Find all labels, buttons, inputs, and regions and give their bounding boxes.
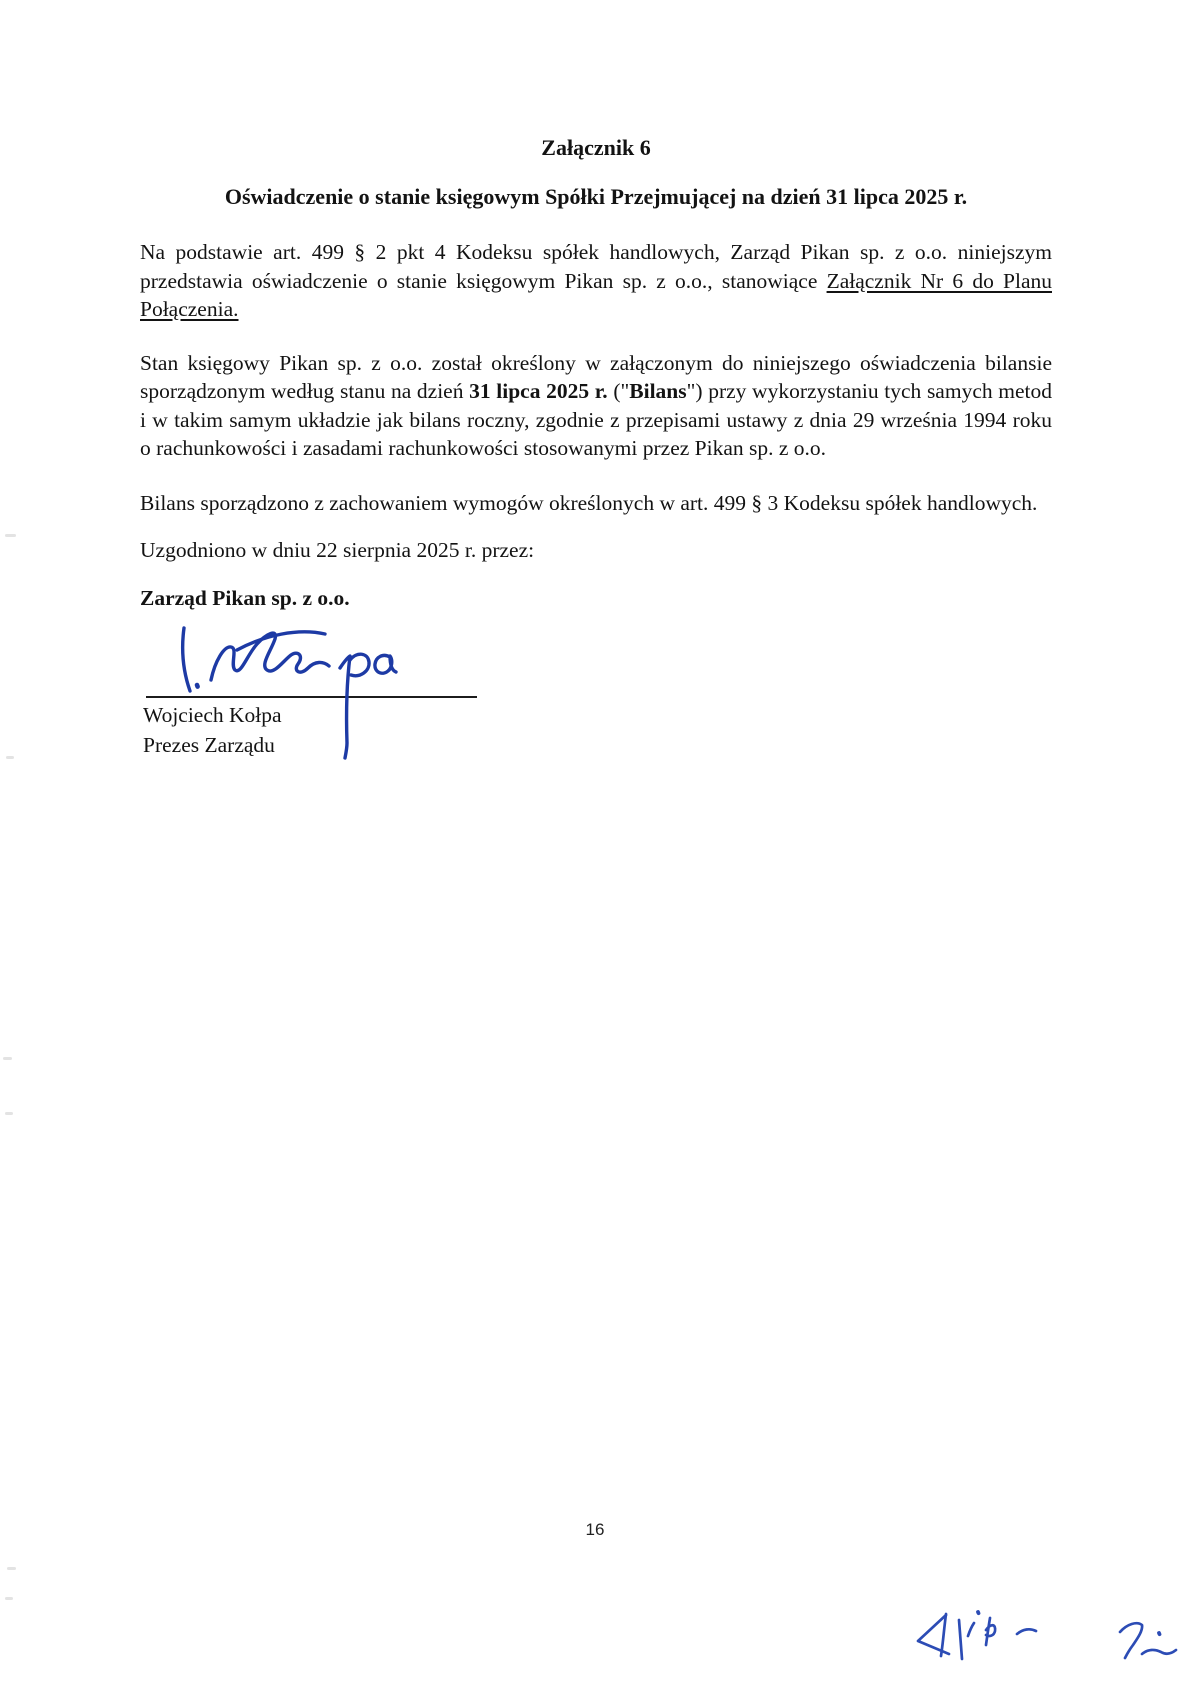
scan-artifact	[5, 1112, 13, 1115]
signature-stroke	[197, 685, 198, 687]
paragraph-requirements: Bilans sporządzono z zachowaniem wymogów określonych w art. 499 § 3 Kodeksu spółek handlowych.	[140, 490, 1038, 515]
signature-stroke	[375, 655, 396, 673]
scan-artifact	[3, 1057, 12, 1060]
initials-stroke-right	[1142, 1650, 1176, 1654]
paragraph-balance-statement	[140, 349, 1052, 463]
underlined-plan-reference: Załącznik Nr 6 do Planu Połączenia.	[140, 268, 1052, 321]
bold-defined-term: Bilans	[629, 379, 687, 403]
signature-stroke	[183, 628, 190, 691]
initials-stroke-left	[978, 1612, 979, 1613]
scan-artifact	[5, 534, 16, 537]
paragraph-text: ") przy wykorzystaniu tych samych metod i w takim samym układzie jak bilans roczny, zgodnie z przepisami ustawy z dnia 29 września 1994 roku o rachunkowości i zasadami rachunkowości stosowanymi przez Pikan sp. z o.o.	[140, 379, 1052, 460]
signatory-role: Prezes Zarządu	[143, 733, 275, 757]
handwritten-initials	[880, 1588, 1190, 1684]
initials-stroke-left	[968, 1623, 974, 1636]
document-title: Oświadczenie o stanie księgowym Spółki Przejmującej na dzień 31 lipca 2025 r.	[224, 184, 968, 209]
paragraph-agreed-date: Uzgodniono w dniu 22 sierpnia 2025 r. przez:	[140, 538, 535, 562]
scan-artifact	[5, 1597, 13, 1600]
signature-stroke	[350, 654, 369, 676]
paragraph-legal-basis	[140, 238, 1052, 324]
paragraph-text: ("	[607, 379, 630, 403]
initials-stroke-left	[1017, 1629, 1036, 1634]
document-body	[140, 136, 1052, 612]
initials-stroke-left	[986, 1618, 995, 1645]
initials-stroke-left	[959, 1620, 962, 1659]
board-heading: Zarząd Pikan sp. z o.o.	[140, 585, 350, 610]
page-number: 16	[585, 1520, 605, 1539]
bold-balance-date: 31 lipca 2025 r.	[469, 379, 608, 403]
attachment-heading: Załącznik 6	[541, 135, 651, 160]
initials-ink-group	[918, 1612, 1176, 1659]
signature-stroke	[211, 633, 329, 680]
initials-stroke-right	[1120, 1623, 1142, 1658]
paragraph-text: Na podstawie art. 499 § 2 pkt 4 Kodeksu spółek handlowych, Zarząd Pikan sp. z o.o. niniejszym przedstawia oświadczenie o stanie księgowym Pikan sp. z o.o., stanowiące	[140, 240, 1052, 293]
signature-stroke	[237, 632, 325, 650]
scan-artifact	[7, 1567, 16, 1570]
signatory-name: Wojciech Kołpa	[143, 703, 282, 727]
paragraph-text: Stan księgowy Pikan sp. z o.o. został określony w załączonym do niniejszego oświadczenia bilansie sporządzonym według stanu na dzień	[140, 350, 1052, 403]
initials-stroke-right	[1159, 1633, 1160, 1634]
signature-stroke	[340, 656, 350, 758]
scan-artifact	[6, 756, 14, 759]
